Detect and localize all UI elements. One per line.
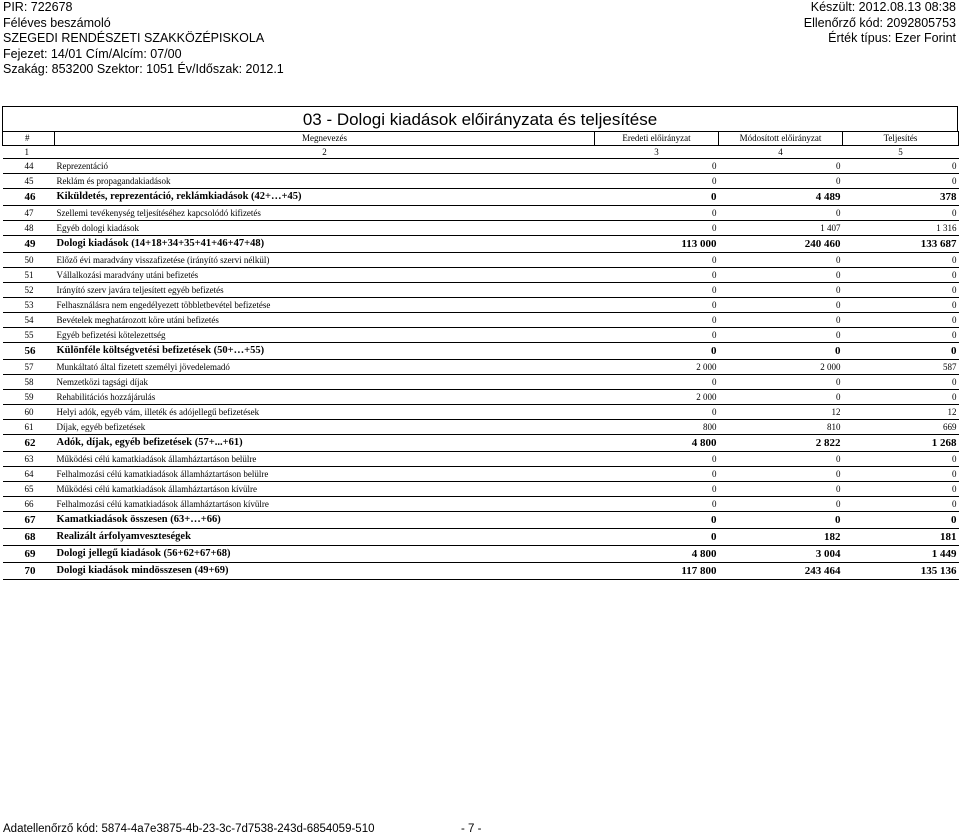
modified-appropriation: 4 489: [719, 189, 843, 206]
original-appropriation: 2 000: [595, 390, 719, 405]
row-label: Dologi kiadások mindösszesen (49+69): [55, 563, 595, 580]
modified-appropriation: 0: [719, 467, 843, 482]
original-appropriation: 800: [595, 420, 719, 435]
row-label: Különféle költségvetési befizetések (50+…+55): [55, 343, 595, 360]
column-number: 4: [719, 146, 843, 159]
row-code: 68: [3, 529, 55, 546]
row-label: Működési célú kamatkiadások államháztartáson belülre: [55, 452, 595, 467]
table-row: [3, 313, 959, 328]
row-label: Díjak, egyéb befizetések: [55, 420, 595, 435]
row-code: 51: [3, 268, 55, 283]
row-label: Felhalmozási célú kamatkiadások államháztartáson kívülre: [55, 497, 595, 512]
modified-appropriation: 0: [719, 512, 843, 529]
expense-table: [2, 131, 959, 580]
sector-line: Szakág: 853200 Szektor: 1051 Év/Időszak: 2012.1: [3, 62, 284, 76]
original-appropriation: 0: [595, 467, 719, 482]
table-row: [3, 206, 959, 221]
row-label: Egyéb befizetési kötelezettség: [55, 328, 595, 343]
modified-appropriation: 0: [719, 174, 843, 189]
table-row: [3, 283, 959, 298]
row-code: 54: [3, 313, 55, 328]
check-code-line: Ellenőrző kód: 2092805753: [803, 15, 956, 30]
column-number: 2: [55, 146, 595, 159]
page-number: - 7 -: [461, 823, 482, 835]
performance: 0: [843, 253, 959, 268]
original-appropriation: 0: [595, 253, 719, 268]
row-label: Kamatkiadások összesen (63+…+66): [55, 512, 595, 529]
row-label: Irányító szerv javára teljesített egyéb befizetés: [55, 283, 595, 298]
row-code: 57: [3, 360, 55, 375]
table-row: [3, 174, 959, 189]
row-label: Munkáltató által fizetett személyi jövedelemadó: [55, 360, 595, 375]
performance: 0: [843, 375, 959, 390]
performance: 1 316: [843, 221, 959, 236]
performance: 0: [843, 512, 959, 529]
row-code: 56: [3, 343, 55, 360]
subtotal-row: [3, 343, 959, 360]
row-code: 46: [3, 189, 55, 206]
original-appropriation: 4 800: [595, 435, 719, 452]
row-code: 64: [3, 467, 55, 482]
subtotal-row: [3, 546, 959, 563]
row-label: Helyi adók, egyéb vám, illeték és adójellegű befizetések: [55, 405, 595, 420]
table-row: [3, 375, 959, 390]
original-appropriation: 0: [595, 313, 719, 328]
column-header: Megnevezés: [55, 132, 595, 146]
table-row: [3, 159, 959, 174]
column-number: 1: [3, 146, 55, 159]
performance: 133 687: [843, 236, 959, 253]
row-code: 70: [3, 563, 55, 580]
performance: 0: [843, 268, 959, 283]
row-code: 48: [3, 221, 55, 236]
table-row: [3, 221, 959, 236]
table-row: [3, 390, 959, 405]
chapter-line: Fejezet: 14/01 Cím/Alcím: 07/00: [3, 46, 182, 61]
modified-appropriation: 0: [719, 452, 843, 467]
subtotal-row: [3, 512, 959, 529]
original-appropriation: 2 000: [595, 360, 719, 375]
table-title: 03 - Dologi kiadások előirányzata és teljesítése: [2, 106, 958, 131]
modified-appropriation: 0: [719, 298, 843, 313]
performance: 0: [843, 159, 959, 174]
modified-appropriation: 0: [719, 375, 843, 390]
table-row: [3, 360, 959, 375]
original-appropriation: 0: [595, 206, 719, 221]
modified-appropriation: 240 460: [719, 236, 843, 253]
column-header: Módosított előirányzat: [719, 132, 843, 146]
subtotal-row: [3, 435, 959, 452]
row-code: 58: [3, 375, 55, 390]
row-label: Előző évi maradvány visszafizetése (irányító szervi nélkül): [55, 253, 595, 268]
row-code: 66: [3, 497, 55, 512]
original-appropriation: 0: [595, 405, 719, 420]
performance: 0: [843, 482, 959, 497]
performance: 0: [843, 390, 959, 405]
table-row: [3, 253, 959, 268]
original-appropriation: 0: [595, 159, 719, 174]
row-label: Rehabilitációs hozzájárulás: [55, 390, 595, 405]
original-appropriation: 0: [595, 512, 719, 529]
row-label: Szellemi tevékenység teljesítéséhez kapcsolódó kifizetés: [55, 206, 595, 221]
row-code: 63: [3, 452, 55, 467]
modified-appropriation: 0: [719, 268, 843, 283]
original-appropriation: 113 000: [595, 236, 719, 253]
footer: [3, 823, 482, 835]
performance: 1 268: [843, 435, 959, 452]
row-code: 61: [3, 420, 55, 435]
original-appropriation: 0: [595, 375, 719, 390]
performance: 0: [843, 452, 959, 467]
performance: 181: [843, 529, 959, 546]
modified-appropriation: 12: [719, 405, 843, 420]
original-appropriation: 0: [595, 482, 719, 497]
row-code: 52: [3, 283, 55, 298]
table-row: [3, 452, 959, 467]
report-type-line: Féléves beszámoló: [3, 15, 111, 30]
column-header: Teljesítés: [843, 132, 959, 146]
original-appropriation: 117 800: [595, 563, 719, 580]
row-code: 62: [3, 435, 55, 452]
pir-line: PIR: 722678: [3, 0, 73, 14]
footer-check-code: Adatellenőrző kód: 5874-4a7e3875-4b-23-3c-7d7538-243d-6854059-510: [3, 823, 375, 835]
row-code: 53: [3, 298, 55, 313]
modified-appropriation: 0: [719, 328, 843, 343]
performance: 0: [843, 313, 959, 328]
original-appropriation: 0: [595, 174, 719, 189]
column-header-row: [3, 132, 959, 146]
modified-appropriation: 2 822: [719, 435, 843, 452]
row-code: 55: [3, 328, 55, 343]
performance: 0: [843, 467, 959, 482]
row-label: Működési célú kamatkiadások államháztartáson kívülre: [55, 482, 595, 497]
performance: 0: [843, 298, 959, 313]
performance: 135 136: [843, 563, 959, 580]
table-row: [3, 420, 959, 435]
modified-appropriation: 243 464: [719, 563, 843, 580]
column-header: Eredeti előirányzat: [595, 132, 719, 146]
modified-appropriation: 182: [719, 529, 843, 546]
row-label: Felhalmozási célú kamatkiadások államháztartáson belülre: [55, 467, 595, 482]
row-label: Reprezentáció: [55, 159, 595, 174]
modified-appropriation: 0: [719, 283, 843, 298]
original-appropriation: 4 800: [595, 546, 719, 563]
original-appropriation: 0: [595, 343, 719, 360]
row-label: Nemzetközi tagsági díjak: [55, 375, 595, 390]
modified-appropriation: 2 000: [719, 360, 843, 375]
original-appropriation: 0: [595, 221, 719, 236]
performance: 1 449: [843, 546, 959, 563]
column-number-row: [3, 146, 959, 159]
subtotal-row: [3, 529, 959, 546]
original-appropriation: 0: [595, 328, 719, 343]
performance: 0: [843, 174, 959, 189]
subtotal-row: [3, 189, 959, 206]
modified-appropriation: 0: [719, 390, 843, 405]
performance: 0: [843, 328, 959, 343]
original-appropriation: 0: [595, 452, 719, 467]
value-type-line: Érték típus: Ezer Forint: [828, 31, 956, 45]
row-label: Dologi jellegű kiadások (56+62+67+68): [55, 546, 595, 563]
table-row: [3, 328, 959, 343]
row-code: 50: [3, 253, 55, 268]
original-appropriation: 0: [595, 283, 719, 298]
subtotal-row: [3, 563, 959, 580]
modified-appropriation: 0: [719, 206, 843, 221]
table-row: [3, 268, 959, 283]
modified-appropriation: 810: [719, 420, 843, 435]
row-code: 47: [3, 206, 55, 221]
row-code: 59: [3, 390, 55, 405]
table-row: [3, 405, 959, 420]
performance: 587: [843, 360, 959, 375]
performance: 12: [843, 405, 959, 420]
subtotal-row: [3, 236, 959, 253]
original-appropriation: 0: [595, 189, 719, 206]
performance: 669: [843, 420, 959, 435]
institution-line: SZEGEDI RENDÉSZETI SZAKKÖZÉPISKOLA: [3, 31, 265, 45]
row-code: 44: [3, 159, 55, 174]
modified-appropriation: 3 004: [719, 546, 843, 563]
row-code: 49: [3, 236, 55, 253]
row-label: Dologi kiadások (14+18+34+35+41+46+47+48): [55, 236, 595, 253]
table-row: [3, 298, 959, 313]
table-row: [3, 467, 959, 482]
modified-appropriation: 0: [719, 313, 843, 328]
modified-appropriation: 0: [719, 343, 843, 360]
column-number: 3: [595, 146, 719, 159]
performance: 0: [843, 206, 959, 221]
row-code: 69: [3, 546, 55, 563]
modified-appropriation: 1 407: [719, 221, 843, 236]
original-appropriation: 0: [595, 497, 719, 512]
column-header: #: [3, 132, 55, 146]
original-appropriation: 0: [595, 529, 719, 546]
row-label: Reklám és propagandakiadások: [55, 174, 595, 189]
row-code: 67: [3, 512, 55, 529]
performance: 378: [843, 189, 959, 206]
modified-appropriation: 0: [719, 497, 843, 512]
row-label: Kiküldetés, reprezentáció, reklámkiadások (42+…+45): [55, 189, 595, 206]
modified-appropriation: 0: [719, 253, 843, 268]
row-code: 45: [3, 174, 55, 189]
row-label: Bevételek meghatározott köre utáni befizetés: [55, 313, 595, 328]
performance: 0: [843, 283, 959, 298]
performance: 0: [843, 497, 959, 512]
header-right: [804, 0, 956, 47]
row-label: Realizált árfolyamveszteségek: [55, 529, 595, 546]
row-label: Vállalkozási maradvány utáni befizetés: [55, 268, 595, 283]
created-line: Készült: 2012.08.13 08:38: [810, 0, 956, 14]
original-appropriation: 0: [595, 268, 719, 283]
performance: 0: [843, 343, 959, 360]
column-number: 5: [843, 146, 959, 159]
original-appropriation: 0: [595, 298, 719, 313]
row-code: 65: [3, 482, 55, 497]
row-code: 60: [3, 405, 55, 420]
table-row: [3, 497, 959, 512]
modified-appropriation: 0: [719, 482, 843, 497]
row-label: Egyéb dologi kiadások: [55, 221, 595, 236]
header-left: [3, 0, 284, 78]
modified-appropriation: 0: [719, 159, 843, 174]
row-label: Felhasználásra nem engedélyezett többletbevétel befizetése: [55, 298, 595, 313]
row-label: Adók, díjak, egyéb befizetések (57+...+61): [55, 435, 595, 452]
table-row: [3, 482, 959, 497]
